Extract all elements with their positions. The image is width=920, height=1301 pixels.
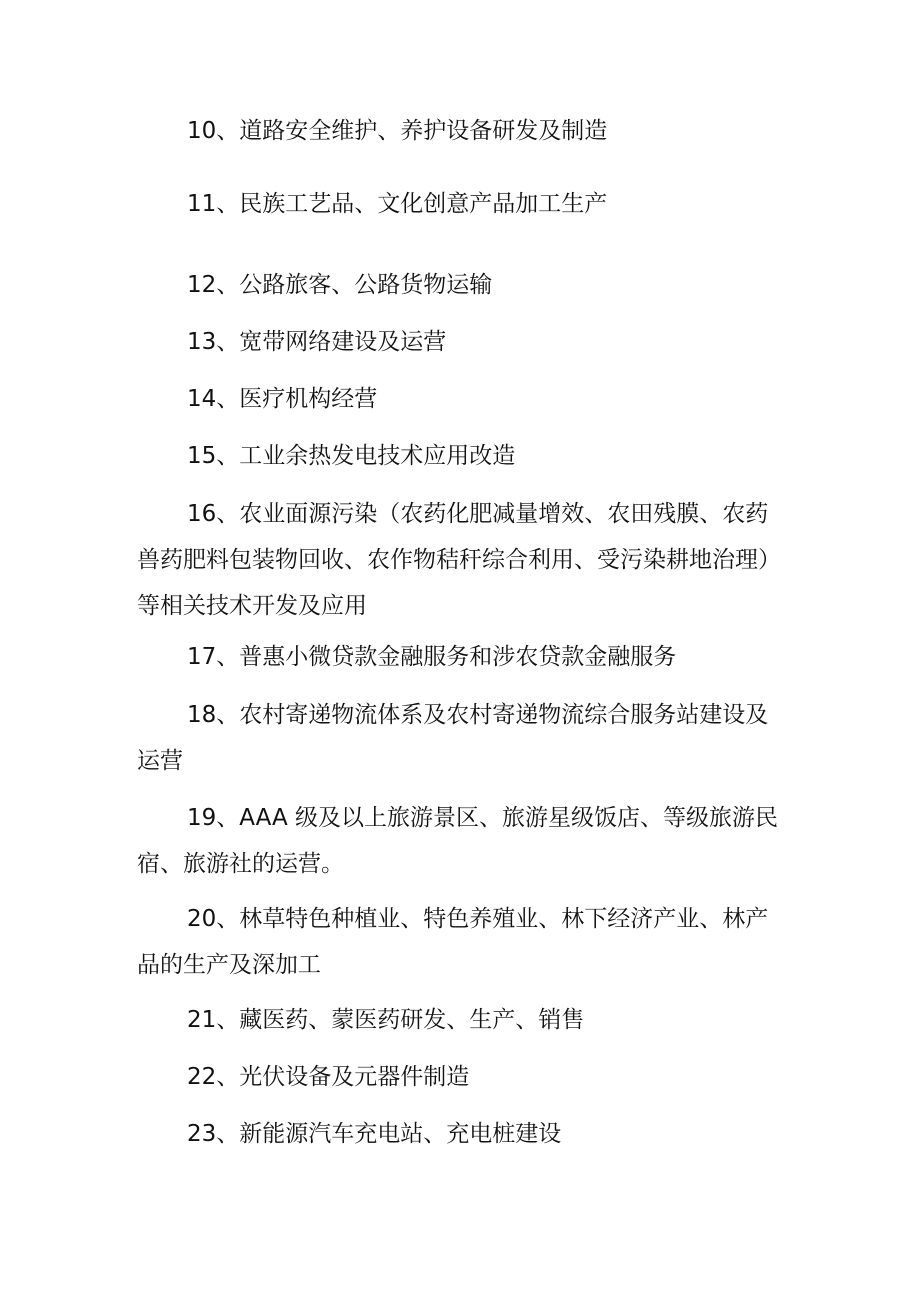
list-item: 16、农业面源污染（农药化肥减量增效、农田残膜、农药兽药肥料包装物回收、农作物秸秆综合利用、受污染耕地治理）等相关技术开发及应用 — [137, 501, 781, 619]
list-item: 15、工业余热发电技术应用改造 — [187, 443, 516, 469]
list-item: 10、道路安全维护、养护设备研发及制造 — [187, 118, 608, 144]
list-item: 14、医疗机构经营 — [187, 386, 378, 412]
list-item: 13、宽带网络建设及运营 — [187, 329, 447, 355]
list-item: 20、林草特色种植业、特色养殖业、林下经济产业、林产品的生产及深加工 — [137, 906, 769, 978]
list-item: 23、新能源汽车充电站、充电桩建设 — [187, 1121, 562, 1147]
list-item: 11、民族工艺品、文化创意产品加工生产 — [187, 191, 608, 217]
list-item: 21、藏医药、蒙医药研发、生产、销售 — [187, 1007, 585, 1033]
list-item: 17、普惠小微贷款金融服务和涉农贷款金融服务 — [187, 644, 677, 670]
list-item: 12、公路旅客、公路货物运输 — [187, 272, 493, 298]
list-item: 18、农村寄递物流体系及农村寄递物流综合服务站建设及运营 — [137, 702, 769, 774]
list-item: 19、AAA 级及以上旅游景区、旅游星级饭店、等级旅游民宿、旅游社的运营。 — [137, 805, 779, 877]
list-item: 22、光伏设备及元器件制造 — [187, 1064, 470, 1090]
